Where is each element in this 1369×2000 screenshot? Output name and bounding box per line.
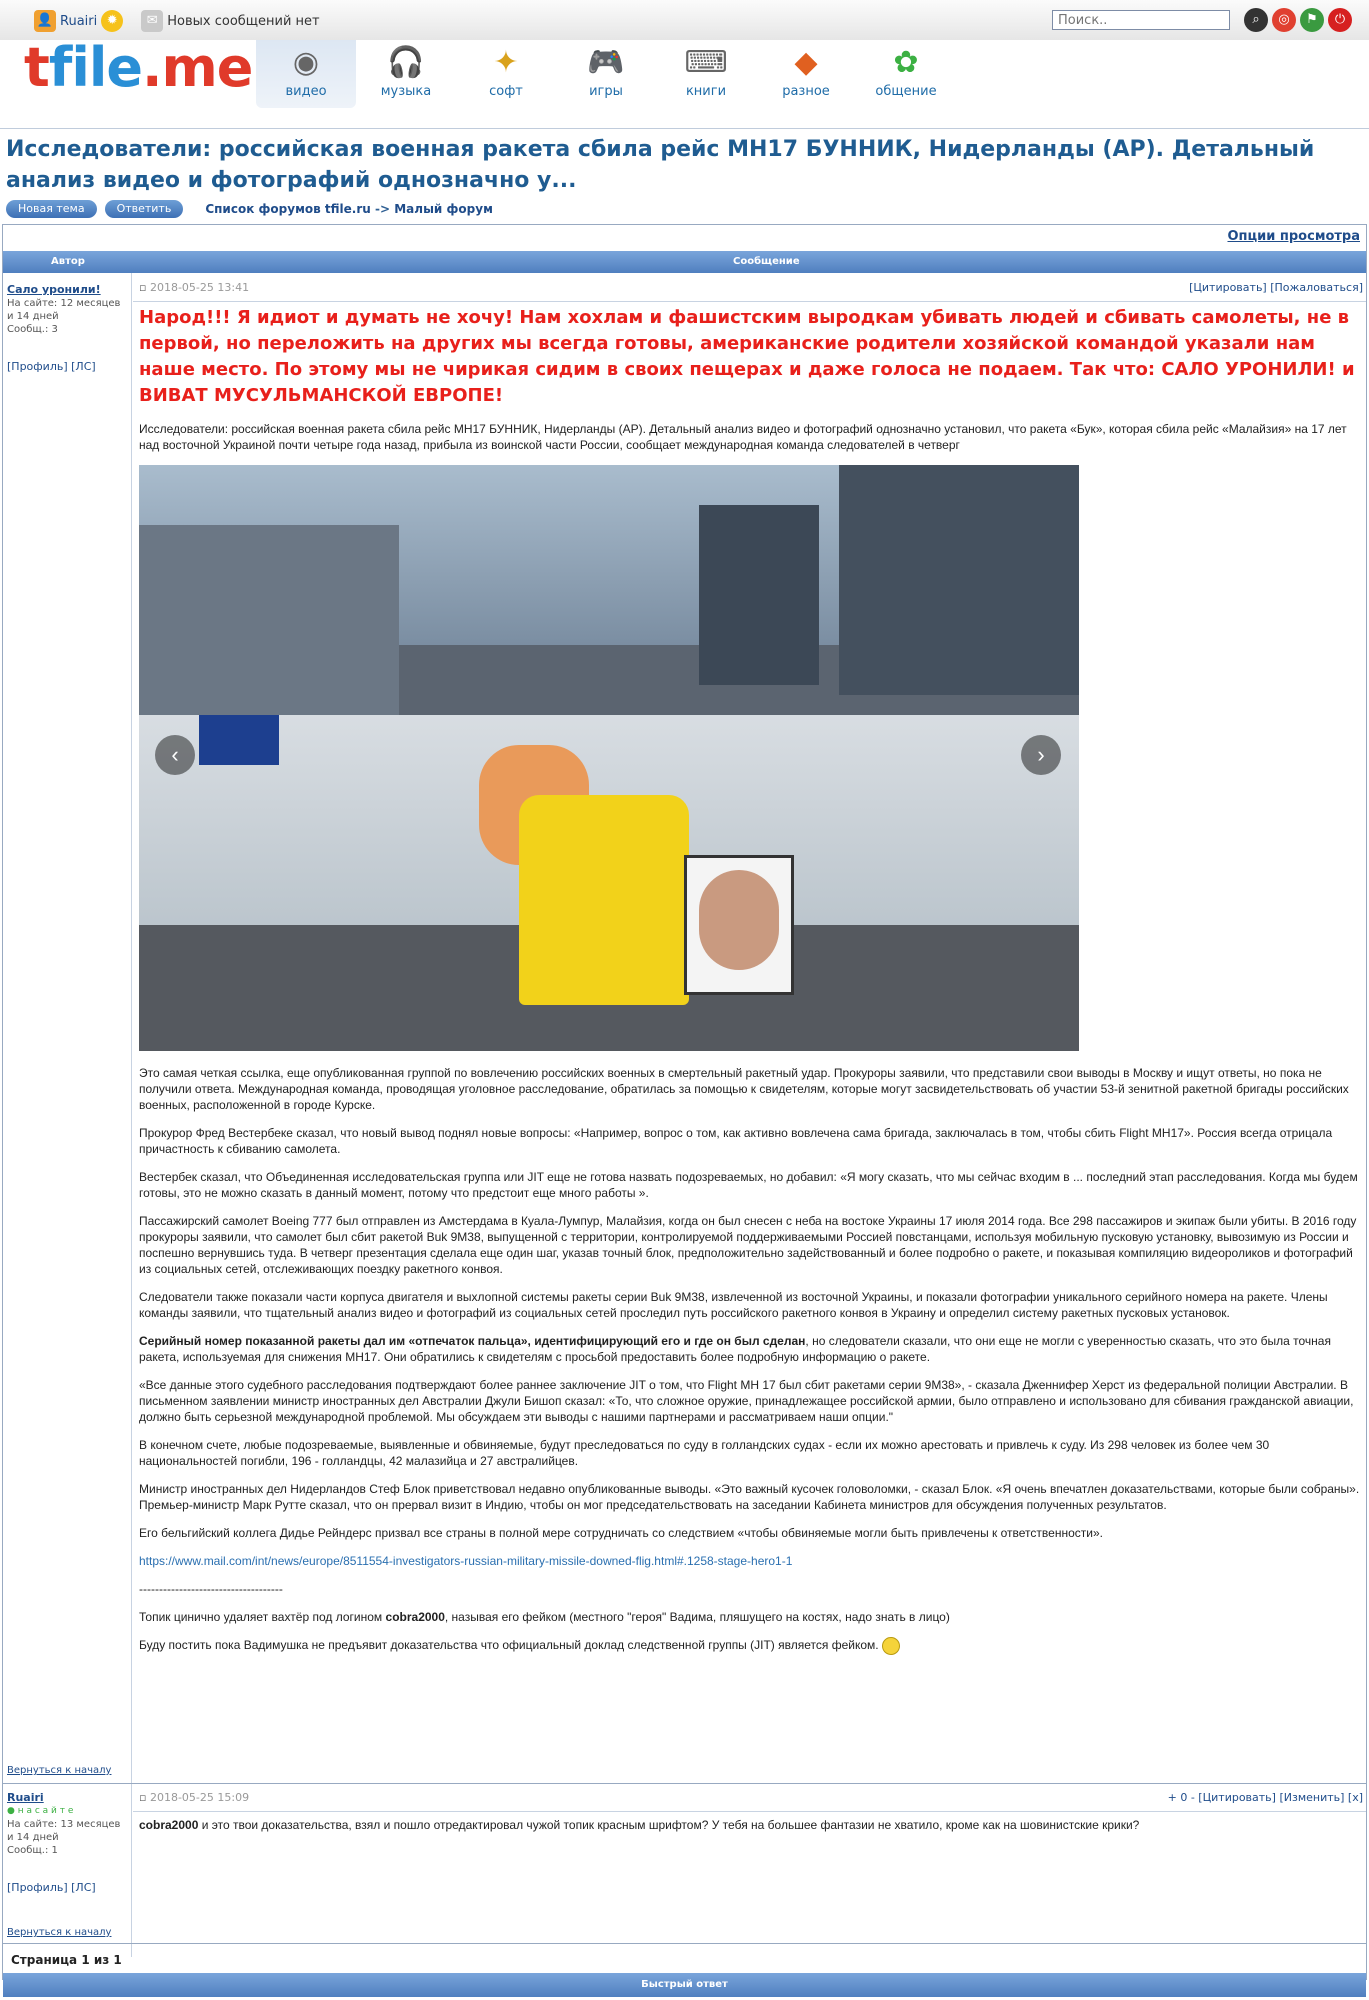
post-actions[interactable]: [Цитировать] [Пожаловаться] [1189,281,1363,294]
smiley-icon [882,1637,900,1655]
text: и это твои доказательства, взял и пошло отредактировал чужой топик красным шрифтом? У тебя на большее фантазии не хватило, кроме как на шовинистские крики? [198,1818,1140,1832]
site-logo[interactable]: tfile.me [24,36,253,99]
post-paragraph [139,1637,1361,1655]
online-status: ● н а с а й т е [7,1806,74,1816]
nav-misc[interactable] [756,40,856,108]
icq-flower-icon: ✿ [893,45,919,80]
column-separator [131,273,132,1957]
film-reel-icon: ◉ [292,45,320,80]
bold-text: Серийный номер показанной ракеты дал им «отпечаток пальца», идентифицирующий его и где он был сделан [139,1334,806,1348]
breadcrumb [205,202,493,216]
messages-status[interactable]: Новых сообщений нет [167,13,320,29]
back-to-top-link[interactable]: Вернуться к началу [7,1765,112,1776]
memorial-photo [139,465,1079,1051]
author-since: На сайте: 12 месяцев и 14 дней [7,298,121,322]
row-divider [3,1783,1366,1784]
photo-flag [199,715,279,765]
top-bar [0,0,1369,40]
search-input[interactable] [1052,10,1230,30]
back-to-top-link[interactable]: Вернуться к началу [7,1927,112,1938]
post-paragraph: Вестербек сказал, что Объединенная исследовательская группа или JIT еще не готова назвать подозреваемых, но добавил: «Я могу сказать, что мы сейчас входим в ... последний этап расследования. Когда мы будем готовы, это не можно сказать в данный момент, потому что предстоит еще много работы ». [139,1170,1358,1200]
profile-link[interactable]: [Профиль] [7,1881,68,1894]
divider-text: ------------------------------------ [139,1582,283,1596]
post-headline: Народ!!! Я идиот и думать не хочу! Нам хохлам и фашистским выродкам убивать людей и сбивать самолеты, не в первой, но переложить на других мы всегда готовы, американские родители хозяйской командой указали нам наше место. По этому мы не чирикая сидим в своих пещерах и даже голоса не подаем. Так что: САЛО УРОНИЛИ! и ВИВАТ МУСУЛЬМАНСКОЙ ЕВРОПЕ! [139,307,1355,406]
post-paragraph [139,1609,1361,1625]
profile-link[interactable]: [Профиль] [7,360,68,373]
photo-building [839,465,1079,695]
typewriter-icon: ⌨ [684,45,728,80]
photo-yellow-shirt [519,795,689,1005]
user-icon: 👤 [34,10,56,32]
author-since: На сайте: 13 месяцев и 14 дней [7,1819,121,1843]
pagination: Страница 1 из 1 [11,1953,122,1967]
post-paragraph: Прокурор Фред Вестербеке сказал, что новый вывод поднял новые вопросы: «Например, вопрос о том, как активно вовлечена сама бригада, заключалась в том, чтобы сбить Flight MH17». Россия всегда отрицала причастность к сбиванию самолета. [139,1126,1333,1156]
nav-music[interactable] [356,40,456,108]
post-icon: ▫ [139,1791,147,1804]
author-column-header: Автор [51,256,85,267]
post-paragraph: Пассажирский самолет Boeing 777 был отправлен из Амстердама в Куала-Лумпур, Малайзия, когда он был снесен с неба на востоке Украины 17 июля 2014 года. Все 298 пассажиров и экипаж были убиты. В 2016 году прокуроры заявили, что самолет был сбит ракетой Buk 9M38, выпущенной с территории, контролируемой поддерживаемыми Россией повстанцами, используя мобильную пусковую установку, вывозимую из России и поспешно вернувшись туда. В четверг презентация сделала еще один шаг, указав точный блок, предположительно задействованный и более подробно о ракете, и показывая компиляцию видеороликов и фотографий из социальных сетей, отслеживающих поездку ракетного конвоя. [139,1214,1357,1276]
main-nav [256,40,956,108]
photo-prev-arrow[interactable]: ‹ [155,735,195,775]
bold-text: cobra2000 [385,1610,445,1624]
nav-chat[interactable] [856,40,956,108]
pm-link[interactable]: [ЛС] [71,1881,96,1894]
source-link[interactable]: https://www.mail.com/int/news/europe/8511554-investigators-russian-military-missile-downed-flig.html#.1258-stage-hero1-1 [139,1554,793,1568]
username-link[interactable]: Ruairi [60,13,98,29]
nav-label: игры [589,84,623,99]
text: Топик цинично удаляет вахтёр под логином [139,1610,386,1624]
post-paragraph: «Все данные этого судебного расследования подтверждают более раннее заключение JIT о том, что Flight MH 17 был сбит ракетами серии 9M38», - сказала Дженнифер Херст из федеральной полиции Австралии. В письменном заявлении министр иностранных дел Австралии Джули Бишоп сказал: «То, что сложное оружие, принадлежащее российской армии, было отправлено и использовано для сбивания гражданской авиации, должно быть серьезной международной проблемой. Мы обсуждаем эти выводы с нашими партнерами и рассматриваем наши опции." [139,1378,1354,1424]
posts-table [2,224,1367,1990]
headphones-icon: 🎧 [387,45,425,80]
photo-next-arrow[interactable]: › [1021,735,1061,775]
bold-text: cobra2000 [139,1818,199,1832]
author-name[interactable]: Сало уронили! [7,283,101,296]
photo-building [699,505,819,685]
nav-games[interactable] [556,40,656,108]
message-column-header: Сообщение [733,256,800,267]
table-header [3,251,1366,273]
misc-icon: ◆ [794,45,818,80]
envelope-icon[interactable]: ✉ [141,10,163,32]
software-icon: ✦ [493,45,519,80]
post-paragraph: Следователи также показали части корпуса двигателя и выхлопной системы ракеты серии Buk 9M38, извлеченной из восточной Украины, и показали фотографии уникального серийного номера на ракете. Члены команды заявили, что тщательный анализ видео и фотографий из социальных сетей проследил путь российского ракетного конвоя в Украину и определил систему ракетных пусковых установок. [139,1290,1328,1320]
author-links [7,360,129,373]
post-body-1 [139,305,1361,1667]
view-options-link[interactable]: Опции просмотра [1227,229,1360,244]
text: Буду постить пока Вадимушка не предъявит доказательства что официальный доклад следственной группы (JIT) является фейком. [139,1638,879,1653]
nav-label: книги [685,84,727,99]
topic-title: Исследователи: российская военная ракета сбила рейс МН17 БУННИК, Нидерланды (AP). Детальный анализ видео и фотографий однозначно у... [6,137,1315,193]
lifebuoy-icon[interactable]: ◎ [1272,8,1296,32]
post-divider [133,301,1366,302]
quick-reply-bar[interactable]: Быстрый ответ [3,1973,1366,1997]
text: , называя его фейком (местного "героя" Вадима, пляшущего на костях, надо знать в лицо) [444,1610,950,1624]
power-icon[interactable]: ⏻ [1328,8,1352,32]
binoculars-icon[interactable]: ⌕ [1244,8,1268,32]
author-links [7,1881,129,1894]
nav-label: разное [782,84,830,99]
post-paragraph: Это самая четкая ссылка, еще опубликованная группой по вовлечению российских военных в смертельный ракетный удар. Прокуроры заявили, что представили свои выводы в Москву и ищут ответы, но пока не получили ответа. Международная команда, проводящая уголовное расследование, обратилась за помощью к свидетелям, которые могут засвидетельствовать об участии 53-й зенитной ракетной бригады российских военных, расположенной в городе Курске. [139,1066,1349,1112]
header-divider [0,128,1369,129]
post-icon: ▫ [139,281,147,294]
row-divider [3,1943,1366,1944]
post-date: 2018-05-25 15:09 [149,1791,250,1804]
nav-software[interactable] [456,40,556,108]
author-post-count: Сообщ.: 3 [7,324,58,335]
post-date: 2018-05-25 13:41 [149,281,250,294]
users-icon[interactable]: ⚑ [1300,8,1324,32]
author-post-count: Сообщ.: 1 [7,1845,58,1856]
nav-books[interactable] [656,40,756,108]
post-author-1 [7,283,129,373]
post-paragraph: В конечном счете, любые подозреваемые, выявленные и обвиняемые, будут преследоваться по суду в голландских судах - если их можно арестовать и привлечь к суду. Из 298 человек из более чем 30 национальностей погибли, 196 - голландцы, 42 малазийца и 27 австралийцев. [139,1438,1270,1468]
post-header-1 [139,281,1363,299]
photo-building [139,525,399,725]
text: , но следователи сказали, что они еще не могли с уверенностью сказать, что это была точная ракета, используемая для снижения MH17. Они обратились к свидетелям с просьбой предоставить более подробную информацию о ракете. [139,1334,1331,1364]
breadcrumb-root[interactable]: Список форумов tfile.ru [205,202,371,216]
sun-icon: ✹ [101,10,123,32]
post-paragraph [139,1333,1361,1365]
nav-label: видео [285,84,327,99]
post-paragraph: Исследователи: российская военная ракета сбила рейс МН17 БУННИК, Нидерланды (AP). Детальный анализ видео и фотографий однозначно установил, что ракета «Бук», которая сбила рейс «Малайзия» на 17 лет над восточной Украиной почти четыре года назад, прибыла из воинской части России, сообщает международная команда следователей в четверг [139,422,1347,452]
gamepad-icon: 🎮 [587,45,625,80]
post-paragraph: Его бельгийский коллега Дидье Рейндерс призвал все страны в полной мере сотрудничать со следствием «чтобы обвиняемые могли быть привлечены к ответственности». [139,1526,1103,1540]
new-topic-button[interactable]: Новая тема [6,200,97,218]
reply-button[interactable]: Ответить [105,200,184,218]
breadcrumb-sep: -> [375,202,391,216]
post-paragraph: Министр иностранных дел Нидерландов Стеф Блок приветствовал недавно опубликованные выводы. «Это важный кусочек головоломки, - сказал Блок. «Я очень впечатлен доказательствами, которые были собраны». Премьер-министр Марк Рутте сказал, что он прервал визит в Индию, чтобы он мог председательствовать на заседании Кабинета министров для обсуждения полученных результатов. [139,1482,1360,1512]
post-header-2 [139,1791,1363,1809]
author-name[interactable]: Ruairi [7,1791,44,1804]
photo-portrait-frame [684,855,794,995]
breadcrumb-forum[interactable]: Малый форум [394,202,493,216]
post-divider [133,1811,1366,1812]
nav-label: софт [489,84,523,99]
nav-video[interactable] [256,40,356,108]
user-area [34,10,320,32]
post-actions[interactable]: + 0 - [Цитировать] [Изменить] [x] [1167,1791,1363,1804]
nav-label: общение [875,84,937,99]
nav-label: музыка [380,84,432,99]
post-body-2 [139,1817,1361,1845]
post-author-2 [7,1791,129,1894]
pm-link[interactable]: [ЛС] [71,360,96,373]
topic-toolbar [6,200,493,218]
photo-portrait [699,870,779,970]
